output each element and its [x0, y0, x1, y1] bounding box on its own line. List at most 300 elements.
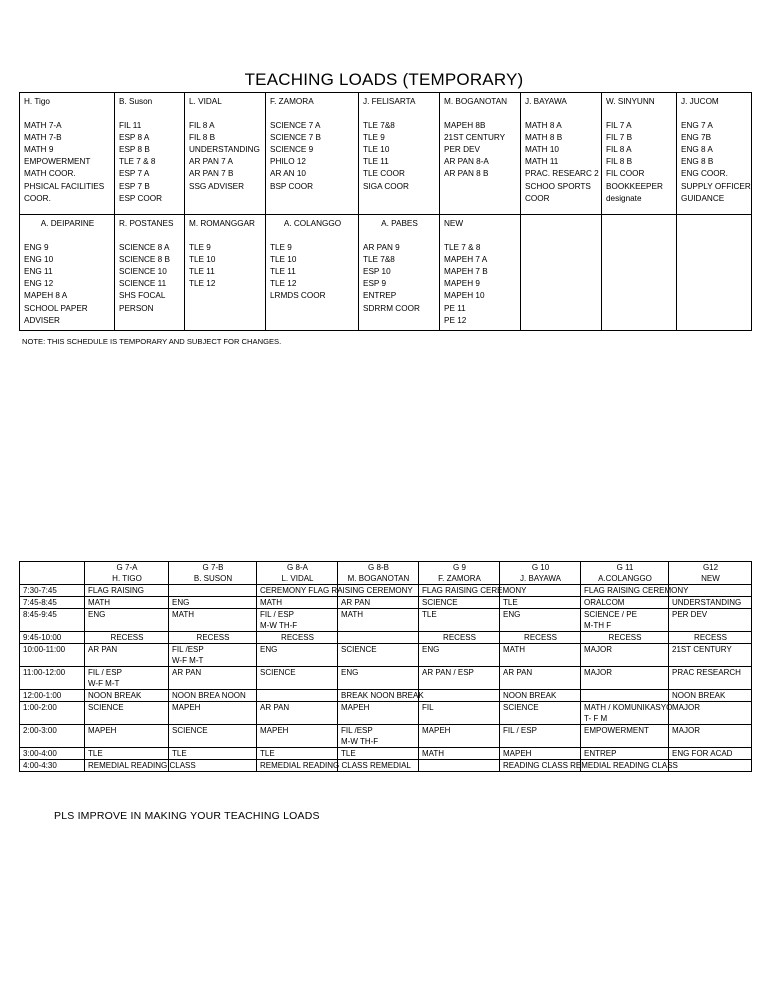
schedule-row — [20, 585, 752, 597]
schedule-cell — [419, 725, 500, 748]
schedule-cell — [500, 597, 581, 609]
subject-slot: AR PAN — [503, 668, 533, 677]
schedule-cell — [85, 760, 196, 772]
teacher-name: B. Suson — [119, 97, 153, 106]
teacher-name: M. BOGANOTAN — [444, 97, 508, 106]
grade-header-cell — [338, 562, 419, 585]
schedule-cell — [581, 597, 669, 609]
subject-slot: MAJOR — [584, 645, 612, 654]
teacher-name: J. FELISARTA — [363, 97, 416, 106]
subject-slot: TLE — [341, 749, 356, 758]
subject-load: SDRRM COOR — [363, 303, 420, 313]
subject-load: TLE 12 — [270, 279, 297, 289]
teacher-cell — [359, 93, 440, 215]
subject-load: SHS FOCAL — [119, 291, 166, 301]
subject-slot: FIL / ESP — [503, 726, 537, 735]
subject-load: ESP 8 B — [119, 145, 150, 155]
grade-label: G12 — [702, 563, 719, 572]
loads-row — [20, 215, 752, 331]
teacher-cell — [602, 215, 677, 331]
subject-load: AR AN 10 — [270, 169, 306, 179]
schedule-cell — [669, 760, 752, 772]
subject-slot: RECESS — [281, 633, 314, 642]
time-slot: 7:30-7:45 — [20, 585, 85, 597]
subject-load: SCIENCE 10 — [119, 267, 167, 277]
schedule-cell — [257, 644, 338, 667]
subject-slot: MATH — [503, 645, 526, 654]
subject-load: MATH 7-B — [24, 133, 62, 143]
schedule-cell — [581, 585, 689, 597]
subject-slot: MATH — [341, 610, 364, 619]
schedule-cell — [581, 667, 669, 690]
subject-load: SCIENCE 11 — [119, 279, 167, 289]
schedule-cell — [338, 690, 424, 702]
subject-load: TLE 7 & 8 — [119, 157, 156, 167]
adviser-name: F. ZAMORA — [438, 574, 481, 583]
subject-slot: SCIENCE — [422, 598, 458, 607]
time-slot: 9:45-10:00 — [20, 632, 85, 644]
subject-load: MATH 8 B — [525, 133, 563, 143]
subject-slot: M-TH F — [584, 621, 612, 630]
subject-slot: MATH / KOMUNIKASYO — [584, 703, 673, 712]
subject-load: MATH COOR. — [24, 169, 76, 179]
subject-slot: M-W TH-F — [260, 621, 298, 630]
teacher-name: F. ZAMORA — [270, 97, 314, 106]
subject-slot: M-W TH-F — [341, 737, 379, 746]
schedule-cell — [338, 748, 419, 760]
teacher-cell — [602, 93, 677, 215]
schedule-cell — [669, 597, 752, 609]
schedule-row — [20, 702, 752, 725]
schedule-cell — [169, 609, 257, 632]
teacher-name: A. DEIPARINE — [40, 219, 95, 228]
schedule-row — [20, 748, 752, 760]
grade-label: G 11 — [616, 563, 634, 572]
subject-load: MAPEH 7 A — [444, 255, 488, 265]
schedule-cell — [669, 748, 752, 760]
schedule-cell — [338, 632, 419, 644]
schedule-cell — [338, 702, 419, 725]
schedule-cell — [419, 597, 500, 609]
schedule-cell — [500, 760, 678, 772]
subject-slot: MATH — [260, 598, 283, 607]
subject-load: BSP COOR — [270, 181, 314, 191]
grade-header-cell — [669, 562, 752, 585]
teacher-cell — [185, 93, 266, 215]
subject-slot: ORALCOM — [584, 598, 625, 607]
subject-load: PE 11 — [444, 303, 466, 313]
schedule-cell — [669, 644, 752, 667]
subject-load: ESP 7 A — [119, 169, 150, 179]
teacher-cell — [20, 215, 115, 331]
loads-row — [20, 93, 752, 215]
subject-load: TLE 10 — [363, 145, 390, 155]
page-title: TEACHING LOADS (TEMPORARY) — [244, 70, 524, 89]
subject-load: PERSON — [119, 303, 154, 313]
teacher-name: A. COLANGGO — [283, 219, 342, 228]
subject-slot: ENG — [422, 645, 440, 654]
grade-header-cell — [581, 562, 669, 585]
teacher-cell — [115, 93, 185, 215]
subject-slot: W-F M-T — [172, 656, 204, 665]
adviser-name: J. BAYAWA — [520, 574, 561, 583]
subject-slot: W-F M-T — [88, 679, 120, 688]
subject-slot: SCIENCE / PE — [584, 610, 637, 619]
subject-slot: READING CLASS REMEDIAL READING CLASS — [503, 761, 678, 770]
subject-load: SCIENCE 7 B — [270, 133, 321, 143]
schedule-cell — [169, 667, 257, 690]
schedule-cell — [500, 632, 581, 644]
subject-slot: 21ST CENTURY — [672, 645, 732, 654]
teacher-cell — [440, 93, 521, 215]
subject-slot: AR PAN — [88, 645, 118, 654]
subject-slot: REMEDIAL READING CLASS — [88, 761, 196, 770]
subject-slot: TLE — [422, 610, 437, 619]
schedule-header-row — [20, 562, 752, 585]
schedule-row — [20, 667, 752, 690]
schedule-cell — [169, 702, 257, 725]
schedule-cell — [257, 702, 338, 725]
schedule-cell — [169, 632, 257, 644]
teacher-cell — [115, 215, 185, 331]
subject-load: SCHOOL PAPER — [24, 303, 88, 313]
subject-load: PHILO 12 — [270, 157, 306, 167]
schedule-cell — [257, 760, 411, 772]
subject-slot: EMPOWERMENT — [584, 726, 649, 735]
schedule-cell — [85, 748, 169, 760]
schedule-cell — [419, 760, 500, 772]
subject-slot: ENG FOR ACAD — [672, 749, 733, 758]
subject-slot: FIL /ESP — [172, 645, 204, 654]
schedule-cell — [169, 725, 257, 748]
subject-load: COOR — [525, 193, 550, 203]
schedule-cell — [581, 609, 669, 632]
schedule-cell — [669, 690, 752, 702]
subject-slot: RECESS — [694, 633, 727, 642]
schedule-cell — [500, 748, 581, 760]
subject-slot: SCIENCE — [260, 668, 296, 677]
time-slot: 10:00-11:00 — [20, 644, 85, 667]
subject-slot: RECESS — [524, 633, 557, 642]
teacher-cell — [359, 215, 440, 331]
subject-slot: FLAG RAISING — [88, 586, 145, 595]
schedule-row — [20, 609, 752, 632]
subject-load: SUPPLY OFFICER — [681, 181, 751, 191]
adviser-name: H. TIGO — [112, 574, 142, 583]
subject-load: PER DEV — [444, 145, 480, 155]
grade-label: G 8-B — [368, 563, 389, 572]
subject-load: TLE 11 — [363, 157, 389, 167]
subject-load: 21ST CENTURY — [444, 133, 506, 143]
schedule-cell — [338, 644, 419, 667]
subject-load: MATH 11 — [525, 157, 559, 167]
teacher-name: NEW — [444, 219, 464, 228]
schedule-cell — [419, 667, 500, 690]
schedule-cell — [257, 585, 413, 597]
schedule-cell — [85, 725, 169, 748]
subject-slot: FLAG RAISING CEREMONY — [422, 586, 527, 595]
schedule-cell — [500, 609, 581, 632]
schedule-cell — [85, 585, 169, 597]
schedule-cell — [581, 748, 669, 760]
grade-header-cell — [419, 562, 500, 585]
schedule-cell — [169, 748, 257, 760]
subject-load: MATH 9 — [24, 145, 54, 155]
subject-slot: UNDERSTANDING — [672, 598, 742, 607]
subject-slot: MAPEH — [341, 703, 370, 712]
adviser-name: A.COLANGGO — [598, 574, 652, 583]
subject-load: ENG 12 — [24, 279, 54, 289]
adviser-name: M. BOGANOTAN — [347, 574, 410, 583]
subject-slot: FIL / ESP — [88, 668, 122, 677]
subject-slot: ENG — [88, 610, 106, 619]
subject-load: FIL 8 B — [189, 133, 216, 143]
schedule-cell — [669, 609, 752, 632]
teacher-name: J. JUCOM — [681, 97, 719, 106]
schedule-cell — [500, 690, 581, 702]
subject-load: AR PAN 9 — [363, 243, 400, 253]
subject-load: AR PAN 7 B — [189, 169, 234, 179]
subject-slot: MAPEH — [503, 749, 532, 758]
class-schedule-table — [19, 561, 752, 772]
footer-reminder: PLS IMPROVE IN MAKING YOUR TEACHING LOADS — [54, 810, 320, 822]
subject-slot: CEREMONY FLAG RAISING CEREMONY — [260, 586, 413, 595]
subject-slot: SCIENCE — [172, 726, 208, 735]
grade-header-cell — [500, 562, 581, 585]
subject-load: FIL 8 A — [189, 121, 215, 131]
grade-label: G 10 — [531, 563, 550, 572]
subject-load: ENTREP — [363, 291, 397, 301]
schedule-cell — [338, 609, 419, 632]
subject-load: ENG 9 — [24, 243, 49, 253]
subject-slot: NOON BREA NOON — [172, 691, 246, 700]
subject-load: FIL 8 A — [606, 145, 632, 155]
adviser-name: L. VIDAL — [281, 574, 314, 583]
schedule-cell — [669, 702, 752, 725]
schedule-cell — [257, 748, 338, 760]
grade-label: G 9 — [453, 563, 466, 572]
schedule-cell — [85, 690, 169, 702]
grade-label: G 7-A — [116, 563, 138, 572]
subject-load: AR PAN 8 B — [444, 169, 489, 179]
subject-load: ESP COOR — [119, 193, 163, 203]
schedule-row — [20, 690, 752, 702]
subject-load: ADVISER — [24, 315, 60, 325]
subject-load: GUIDANCE — [681, 193, 725, 203]
subject-load: ENG 8 B — [681, 157, 714, 167]
schedule-note: NOTE: THIS SCHEDULE IS TEMPORARY AND SUBJECT FOR CHANGES. — [22, 337, 282, 346]
schedule-row — [20, 760, 752, 772]
time-slot: 7:45-8:45 — [20, 597, 85, 609]
subject-slot: PRAC RESEARCH — [672, 668, 741, 677]
subject-slot: MAPEH — [260, 726, 289, 735]
time-slot: 12:00-1:00 — [20, 690, 85, 702]
subject-slot: NOON BREAK — [503, 691, 557, 700]
schedule-cell — [169, 690, 257, 702]
subject-slot: RECESS — [110, 633, 144, 642]
schedule-cell — [581, 632, 669, 644]
schedule-cell — [257, 667, 338, 690]
subject-slot: TLE — [260, 749, 275, 758]
subject-load: ENG 7B — [681, 133, 712, 143]
schedule-cell — [419, 585, 527, 597]
schedule-cell — [169, 585, 257, 597]
subject-load: ENG 11 — [24, 267, 53, 277]
subject-load: LRMDS COOR — [270, 291, 326, 301]
schedule-cell — [85, 644, 169, 667]
subject-load: MATH 10 — [525, 145, 559, 155]
subject-load: SSG ADVISER — [189, 181, 245, 191]
subject-load: TLE 9 — [270, 243, 292, 253]
subject-load: FIL 8 B — [606, 157, 633, 167]
grade-label: G 7-B — [202, 563, 224, 572]
schedule-cell — [419, 644, 500, 667]
subject-load: TLE 7 & 8 — [444, 243, 481, 253]
time-slot: 8:45-9:45 — [20, 609, 85, 632]
subject-load: SCIENCE 8 B — [119, 255, 170, 265]
subject-slot: FIL / ESP — [260, 610, 294, 619]
schedule-cell — [338, 597, 419, 609]
schedule-row — [20, 725, 752, 748]
subject-slot: TLE — [172, 749, 187, 758]
subject-slot: ENG — [341, 668, 359, 677]
subject-slot: MATH — [172, 610, 195, 619]
subject-load: TLE 10 — [270, 255, 297, 265]
grade-label: G 8-A — [287, 563, 308, 572]
subject-slot: FLAG RAISING CEREMONY — [584, 586, 689, 595]
schedule-row — [20, 597, 752, 609]
time-slot: 11:00-12:00 — [20, 667, 85, 690]
subject-load: MAPEH 8 A — [24, 291, 68, 301]
subject-load: TLE 7&8 — [363, 121, 395, 131]
subject-slot: ENTREP — [584, 749, 617, 758]
schedule-cell — [169, 644, 257, 667]
schedule-cell — [500, 702, 581, 725]
teacher-cell — [20, 93, 115, 215]
teacher-name: J. BAYAWA — [525, 97, 567, 106]
subject-load: FIL 7 B — [606, 133, 633, 143]
schedule-cell — [257, 632, 338, 644]
subject-load: PE 12 — [444, 315, 467, 325]
schedule-row — [20, 632, 752, 644]
schedule-cell — [257, 597, 338, 609]
subject-slot: FIL /ESP — [341, 726, 373, 735]
subject-load: AR PAN 7 A — [189, 157, 233, 167]
schedule-cell — [419, 748, 500, 760]
subject-slot: ENG — [172, 598, 190, 607]
subject-slot: MAPEH — [422, 726, 451, 735]
teacher-cell — [266, 93, 359, 215]
schedule-cell — [257, 690, 338, 702]
subject-load: MAPEH 9 — [444, 279, 480, 289]
subject-slot: TLE — [503, 598, 518, 607]
subject-load: PRAC. RESEARC 2 — [525, 169, 599, 179]
time-slot: 4:00-4:30 — [20, 760, 85, 772]
time-header-cell — [20, 562, 85, 585]
subject-load: SIGA COOR — [363, 181, 409, 191]
schedule-cell — [85, 597, 169, 609]
subject-load: ESP 9 — [363, 279, 387, 289]
subject-load: TLE 9 — [189, 243, 211, 253]
schedule-cell — [581, 690, 669, 702]
schedule-cell — [85, 702, 169, 725]
subject-load: MAPEH 8B — [444, 121, 486, 131]
subject-slot: MATH — [88, 598, 111, 607]
schedule-cell — [85, 609, 169, 632]
subject-slot: AR PAN — [172, 668, 202, 677]
subject-load: designate — [606, 193, 642, 203]
subject-load: UNDERSTANDING — [189, 145, 260, 155]
schedule-cell — [669, 667, 752, 690]
teacher-name: H. Tigo — [24, 97, 50, 106]
subject-load: MATH 7-A — [24, 121, 62, 131]
schedule-cell — [85, 632, 169, 644]
teacher-cell — [440, 215, 521, 331]
schedule-cell — [669, 632, 752, 644]
subject-load: FIL COOR — [606, 169, 645, 179]
subject-load: SCIENCE 8 A — [119, 243, 170, 253]
subject-load: SCIENCE 7 A — [270, 121, 321, 131]
schedule-cell — [338, 725, 419, 748]
schedule-cell — [169, 597, 257, 609]
subject-slot: AR PAN / ESP — [422, 668, 474, 677]
subject-load: PHSICAL FACILITIES — [24, 181, 105, 191]
schedule-cell — [419, 702, 500, 725]
subject-load: ESP 10 — [363, 267, 391, 277]
subject-load: ENG COOR. — [681, 169, 728, 179]
subject-load: SCHOO SPORTS — [525, 181, 591, 191]
subject-slot: TLE — [88, 749, 103, 758]
teacher-cell — [521, 215, 602, 331]
teaching-loads-table — [19, 92, 752, 331]
grade-header-cell — [257, 562, 338, 585]
schedule-cell — [669, 725, 752, 748]
subject-load: TLE COOR — [363, 169, 405, 179]
time-slot: 2:00-3:00 — [20, 725, 85, 748]
subject-slot: SCIENCE — [503, 703, 539, 712]
schedule-cell — [338, 667, 419, 690]
schedule-cell — [581, 702, 673, 725]
subject-load: MAPEH 10 — [444, 291, 485, 301]
subject-load: AR PAN 8-A — [444, 157, 489, 167]
teacher-name: L. VIDAL — [189, 97, 222, 106]
subject-load: ENG 8 A — [681, 145, 713, 155]
schedule-cell — [419, 609, 500, 632]
subject-load: TLE 11 — [270, 267, 296, 277]
teacher-name: A. PABES — [381, 219, 418, 228]
subject-load: TLE 9 — [363, 133, 385, 143]
schedule-cell — [257, 725, 338, 748]
teacher-cell — [185, 215, 266, 331]
subject-slot: MAJOR — [672, 726, 700, 735]
subject-load: TLE 11 — [189, 267, 215, 277]
subject-slot: REMEDIAL READING CLASS REMEDIAL — [260, 761, 411, 770]
subject-load: ENG 10 — [24, 255, 54, 265]
teacher-name: W. SINYUNN — [606, 97, 655, 106]
subject-slot: PER DEV — [672, 610, 708, 619]
subject-slot: FIL — [422, 703, 434, 712]
schedule-cell — [257, 609, 338, 632]
teacher-name: M. ROMANGGAR — [189, 219, 255, 228]
subject-slot: MATH — [422, 749, 445, 758]
subject-slot: NOON BREAK — [88, 691, 142, 700]
subject-load: SCIENCE 9 — [270, 145, 314, 155]
schedule-cell — [500, 667, 581, 690]
subject-load: BOOKKEEPER — [606, 181, 663, 191]
subject-load: TLE 7&8 — [363, 255, 395, 265]
subject-slot: RECESS — [608, 633, 642, 642]
teacher-name: R. POSTANES — [119, 219, 174, 228]
